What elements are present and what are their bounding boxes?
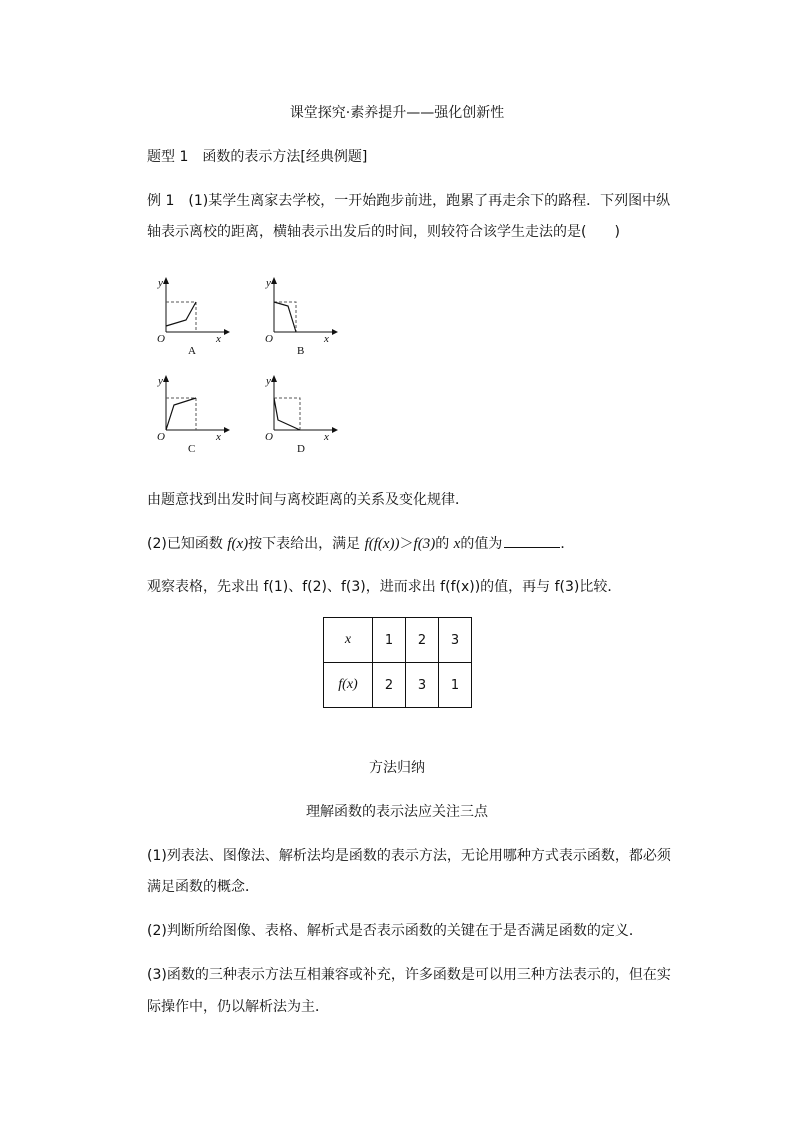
table-header-fx: f(x) bbox=[324, 663, 373, 708]
hint-2: 观察表格，先求出 f(1)、f(2)、f(3)，进而求出 f(f(x))的值，再与 f(3)比较． bbox=[147, 579, 622, 595]
graph-curve bbox=[274, 398, 300, 430]
y-axis-label: y bbox=[158, 277, 163, 289]
table-cell: 3 bbox=[406, 663, 439, 708]
origin-label: O bbox=[265, 333, 273, 345]
graph-label: D bbox=[297, 443, 305, 455]
method-point-3-line-2: 际操作中，仍以解析法为主． bbox=[147, 999, 329, 1015]
graph-label: B bbox=[297, 345, 305, 357]
math-ffx: f(f(x)) bbox=[364, 536, 400, 552]
table-header-x: x bbox=[324, 618, 373, 663]
graph-curve bbox=[166, 302, 196, 326]
method-subheading: 理解函数的表示法应关注三点 bbox=[306, 804, 488, 820]
x-axis-label: x bbox=[216, 431, 221, 443]
function-table bbox=[323, 617, 472, 708]
dashed-guide bbox=[166, 302, 196, 332]
example-line-2 bbox=[147, 222, 620, 242]
x-axis-arrow bbox=[332, 427, 338, 433]
graph-c bbox=[150, 370, 230, 458]
method-heading: 方法归纳 bbox=[369, 760, 425, 776]
math-f3: f(3) bbox=[413, 536, 436, 552]
answer-paren-close: ) bbox=[614, 224, 620, 240]
x-axis-arrow bbox=[332, 329, 338, 335]
dashed-guide bbox=[274, 302, 296, 332]
origin-label: O bbox=[265, 431, 273, 443]
x-axis-arrow bbox=[224, 427, 230, 433]
y-axis-arrow bbox=[271, 277, 277, 284]
y-axis-arrow bbox=[163, 375, 169, 382]
y-axis-arrow bbox=[271, 375, 277, 382]
hint-1: 由题意找到出发时间与离校距离的关系及变化规律． bbox=[147, 492, 469, 508]
x-axis-label: x bbox=[216, 333, 221, 345]
y-axis-label: y bbox=[266, 375, 271, 387]
table-row bbox=[324, 618, 472, 663]
example-line-1: 例 1 (1)某学生离家去学校，一开始跑步前进，跑累了再走余下的路程．下列图中纵 bbox=[147, 193, 671, 209]
graph-label: A bbox=[188, 345, 196, 357]
table-cell: 1 bbox=[373, 618, 406, 663]
part-2-question: (2)已知函数 f(x)按下表给出，满足 f(f(x))＞f(3)的 x的值为 ． bbox=[147, 533, 574, 554]
y-axis-label: y bbox=[158, 375, 163, 387]
method-point-2: (2)判断所给图像、表格、解析式是否表示函数的关键在于是否满足函数的定义． bbox=[147, 923, 643, 939]
example-line-2-text: 轴表示离校的距离，横轴表示出发后的时间，则较符合该学生走法的是( bbox=[147, 224, 587, 240]
origin-label: O bbox=[157, 333, 165, 345]
table-cell: 3 bbox=[439, 618, 472, 663]
page-title: 课堂探究·素养提升——强化创新性 bbox=[289, 105, 505, 121]
x-axis-label: x bbox=[324, 431, 329, 443]
table-row bbox=[324, 663, 472, 708]
table-cell: 2 bbox=[373, 663, 406, 708]
x-axis-label: x bbox=[324, 333, 329, 345]
method-point-1-line-1: (1)列表法、图像法、解析法均是函数的表示方法，无论用哪种方式表示函数，都必须 bbox=[147, 848, 671, 864]
math-fx: f(x) bbox=[227, 536, 249, 552]
graph-label: C bbox=[188, 443, 196, 455]
graph-d bbox=[258, 370, 338, 458]
graph-curve bbox=[166, 398, 196, 430]
section-heading: 题型 1 函数的表示方法[经典例题] bbox=[147, 149, 368, 165]
graph-curve bbox=[274, 302, 296, 332]
origin-label: O bbox=[157, 431, 165, 443]
y-axis-label: y bbox=[266, 277, 271, 289]
graph-b bbox=[258, 272, 338, 360]
table-cell: 2 bbox=[406, 618, 439, 663]
table-cell: 1 bbox=[439, 663, 472, 708]
graph-a bbox=[150, 272, 230, 360]
x-axis-arrow bbox=[224, 329, 230, 335]
y-axis-arrow bbox=[163, 277, 169, 284]
dashed-guide bbox=[274, 398, 300, 430]
method-point-3-line-1: (3)函数的三种表示方法互相兼容或补充，许多函数是可以用三种方法表示的，但在实 bbox=[147, 967, 671, 983]
method-point-1-line-2: 满足函数的概念． bbox=[147, 879, 259, 895]
answer-blank bbox=[504, 533, 560, 548]
math-x: x bbox=[453, 536, 461, 552]
